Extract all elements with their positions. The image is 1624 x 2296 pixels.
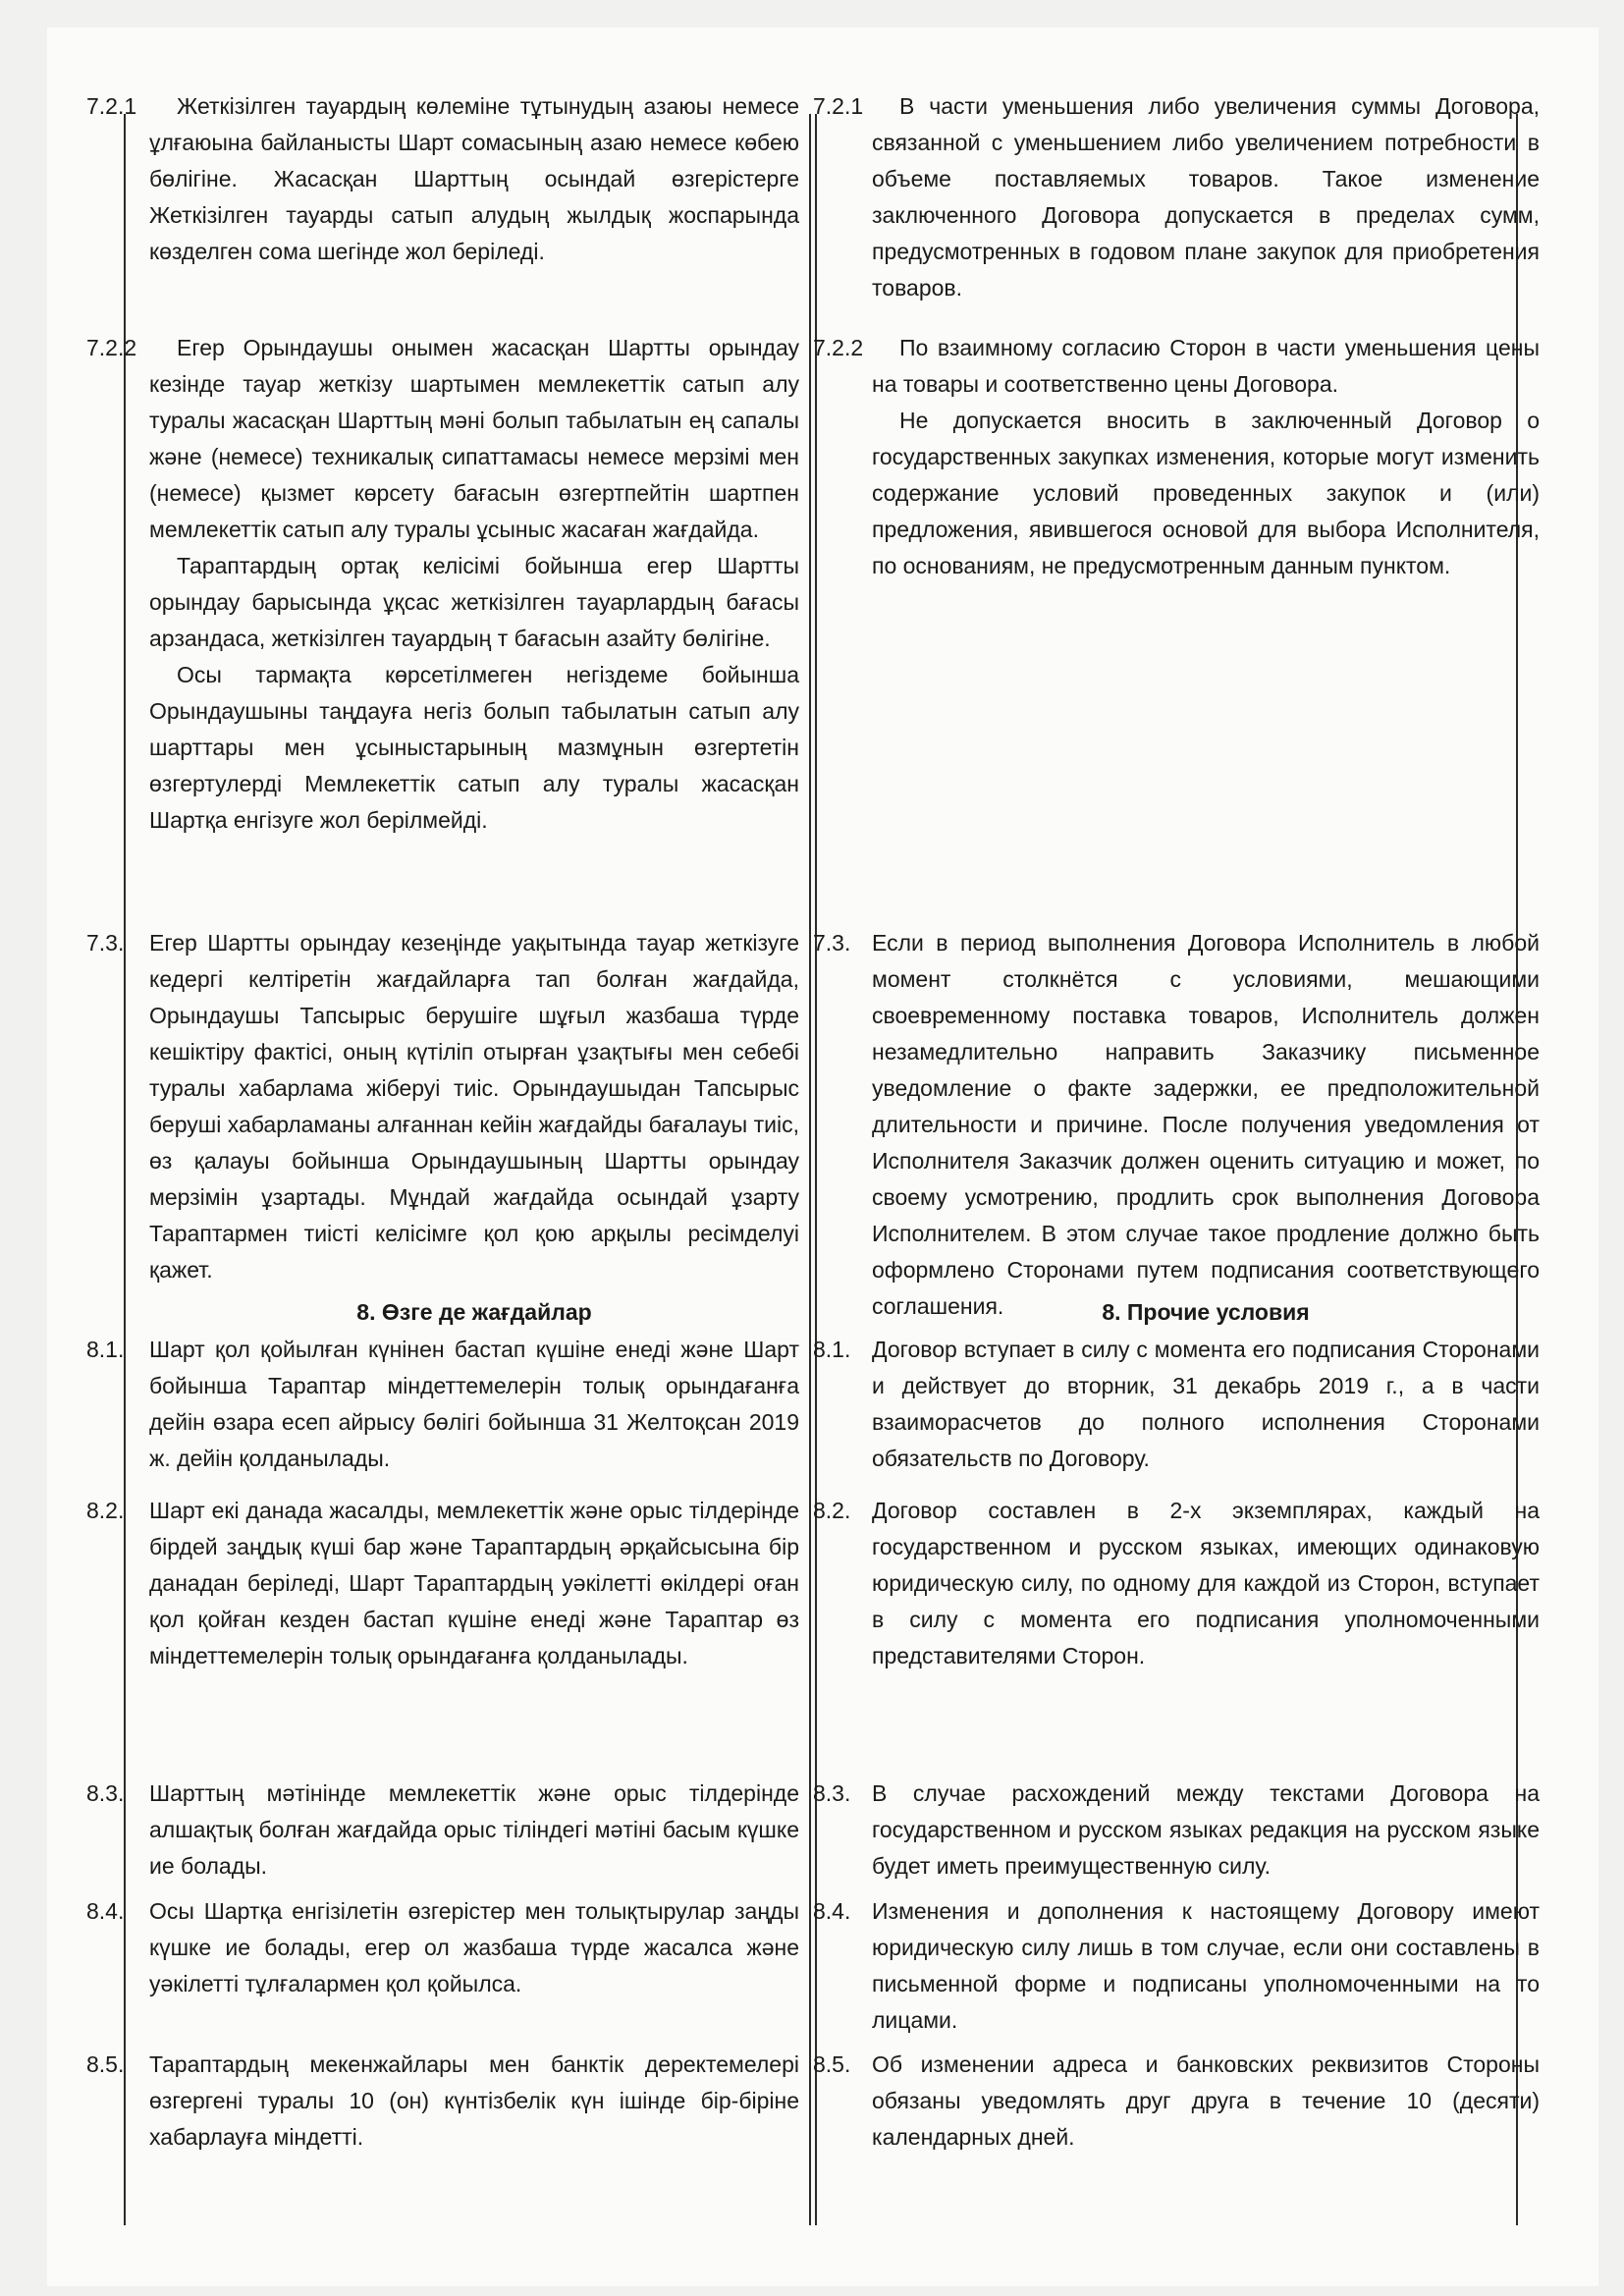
clause-text: Договор составлен в 2-х экземплярах, каждый на государственном и русском языках, имеющих одинаковую юридическую силу, по одному для каждой из Сторон, вступает в силу с момента его подписания уполномоченными представителями Сторон. — [872, 1498, 1540, 1668]
clause-paragraph: Не допускается вносить в заключенный Договор о государственных закупках изменения, которые могут изменить содержание условий проведенных закупок и (или) предложения, явившегося основой для выбора Исполнителя, по основаниям, не предусмотренным данным пунктом. — [872, 408, 1540, 578]
column-rule-middle — [809, 114, 811, 2225]
clause-number: 8.5. — [86, 2051, 125, 2077]
clause-paragraph: Осы тармақта көрсетілмеген негіздеме бойынша Орындаушыны таңдауға негіз болып табылатын сатып алу шарттары мен ұсыныстарының мазмұнын өзгертетін өзгертулерді Мемлекеттік сатып алу туралы жасасқан Шартқа енгізуге жол берілмейді. — [149, 662, 799, 833]
clause-number: 8.3. — [86, 1780, 125, 1806]
clause-number: 7.2.1 — [86, 93, 137, 119]
clause-number: 7.3. — [813, 930, 851, 956]
clause-number: 8.5. — [813, 2051, 851, 2077]
clause-text: Тараптардың мекенжайлары мен банктік деректемелері өзгергені туралы 10 (он) күнтізбелік күн ішінде бір-біріне хабарлауға міндетті. — [149, 2051, 799, 2150]
clause-text: Егер Шартты орындау кезеңінде уақытында тауар жеткізуге кедергі келтіретін жағдайларға тап болған жағдайда, Орындаушы Тапсырыс берушіге шұғыл жазбаша түрде кешіктіру фактісі, оның күтіліп отырған ұзақтығы мен себебі туралы хабарлама жіберуі тиіс. Орындаушыдан Тапсырыс беруші хабарламаны алғаннан кейін жағдайды бағалауы тиіс, өз қалауы бойынша Орындаушының Шартты орындау мерзімін ұзартады. Мұндай жағдайда осындай ұзарту Тараптармен тиісті келісімге қол қою арқылы ресімделуі қажет. — [149, 930, 799, 1283]
contract-page — [47, 27, 1598, 2286]
clause-text: Шарт қол қойылған күнінен бастап күшіне енеді және Шарт бойынша Тараптар міндеттемелерін толық орындағанға дейін өзара есеп айрысу бөлігі бойынша 31 Желтоқсан 2019 ж. дейін қолданылады. — [149, 1337, 799, 1471]
clause-number: 8.3. — [813, 1780, 851, 1806]
clause-text: Договор вступает в силу с момента его подписания Сторонами и действует до вторник, 31 декабрь 2019 г., а в части взаиморасчетов до полного исполнения Сторонами обязательств по Договору. — [872, 1337, 1540, 1471]
clause-text: Изменения и дополнения к настоящему Договору имеют юридическую силу лишь в том случае, если они составлены в письменной форме и подписаны уполномоченными на то лицами. — [872, 1898, 1540, 2033]
clause-number: 8.4. — [813, 1898, 851, 1924]
clause-text: В части уменьшения либо увеличения суммы Договора, связанной с уменьшением либо увеличением потребности в объеме поставляемых товаров. Такое изменение заключенного Договора допускается в пределах сумм, предусмотренных в годовом плане закупок для приобретения товаров. — [872, 93, 1540, 301]
clause-paragraph: Егер Орындаушы онымен жасасқан Шартты орындау кезінде тауар жеткізу шартымен мемлекеттік сатып алу туралы жасасқан Шарттың мәні болып табылатын ең сапалы және (немесе) техникалық сипаттамасы немесе мерзімі мен (немесе) қызмет көрсету бағасын өзгертпейтін шартпен мемлекеттік сатып алу туралы ұсыныс жасаған жағдайда. — [149, 335, 799, 542]
clause-text: Об изменении адреса и банковских реквизитов Стороны обязаны уведомлять друг друга в течение 10 (десяти) календарных дней. — [872, 2051, 1540, 2150]
clause-paragraph: По взаимному согласию Сторон в части уменьшения цены на товары и соответственно цены Договора. — [872, 335, 1540, 397]
clause-number: 7.2.2 — [86, 335, 137, 360]
clause-number: 8.2. — [86, 1498, 125, 1523]
clause-text: Жеткізілген тауардың көлеміне тұтынудың азаюы немесе ұлғаюына байланысты Шарт сомасының азаю немесе көбею бөлігіне. Жасасқан Шарттың осындай өзгерістерге Жеткізілген тауарды сатып алудың жылдық жоспарында көзделген сома шегінде жол беріледі. — [149, 93, 799, 264]
clause-text: Шарттың мәтінінде мемлекеттік және орыс тілдерінде алшақтық болған жағдайда орыс тіліндегі мәтіні басым күшке ие болады. — [149, 1780, 799, 1879]
clause-number: 8.2. — [813, 1498, 851, 1523]
ru-section-8-heading: 8. Прочие условия — [1102, 1299, 1310, 1325]
clause-number: 8.1. — [813, 1337, 851, 1362]
clause-text: Шарт екі данада жасалды, мемлекеттік және орыс тілдерінде бірдей заңдық күші бар және Тараптардың әрқайсысына бір данадан беріледі, Шарт Тараптардың уәкілетті өкілдері оған қол қойған кезден бастап күшіне енеді және Тараптар өз міндеттемелерін толық орындағанға қолданылады. — [149, 1498, 799, 1668]
clause-number: 7.2.2 — [813, 335, 864, 360]
clause-number: 8.1. — [86, 1337, 125, 1362]
clause-text: В случае расхождений между текстами Договора на государственном и русском языках редакция на русском языке будет иметь преимущественную силу. — [872, 1780, 1540, 1879]
kz-section-8-heading: 8. Өзге де жағдайлар — [356, 1299, 592, 1325]
clause-number: 7.2.1 — [813, 93, 864, 119]
clause-paragraph: Тараптардың ортақ келісімі бойынша егер Шартты орындау барысында ұқсас жеткізілген тауарлардың бағасы арзандаса, жеткізілген тауардың т бағасын азайту бөлігіне. — [149, 553, 799, 651]
clause-number: 8.4. — [86, 1898, 125, 1924]
clause-number: 7.3. — [86, 930, 125, 956]
clause-text: Если в период выполнения Договора Исполнитель в любой момент столкнётся с условиями, мешающими своевременному поставка товаров, Исполнитель должен незамедлительно направить Заказчику письменное уведомление о факте задержки, ее предположительной длительности и причине. После получения уведомления от Исполнителя Заказчик должен оценить ситуацию и может, по своему усмотрению, продлить срок выполнения Договора Исполнителем. В этом случае такое продление должно быть оформлено Сторонами путем подписания соответствующего соглашения. — [872, 930, 1540, 1319]
clause-text: Осы Шартқа енгізілетін өзгерістер мен толықтырулар заңды күшке ие болады, егер ол жазбаша түрде жасалса және уәкілетті тұлғалармен қол қойылса. — [149, 1898, 799, 1996]
